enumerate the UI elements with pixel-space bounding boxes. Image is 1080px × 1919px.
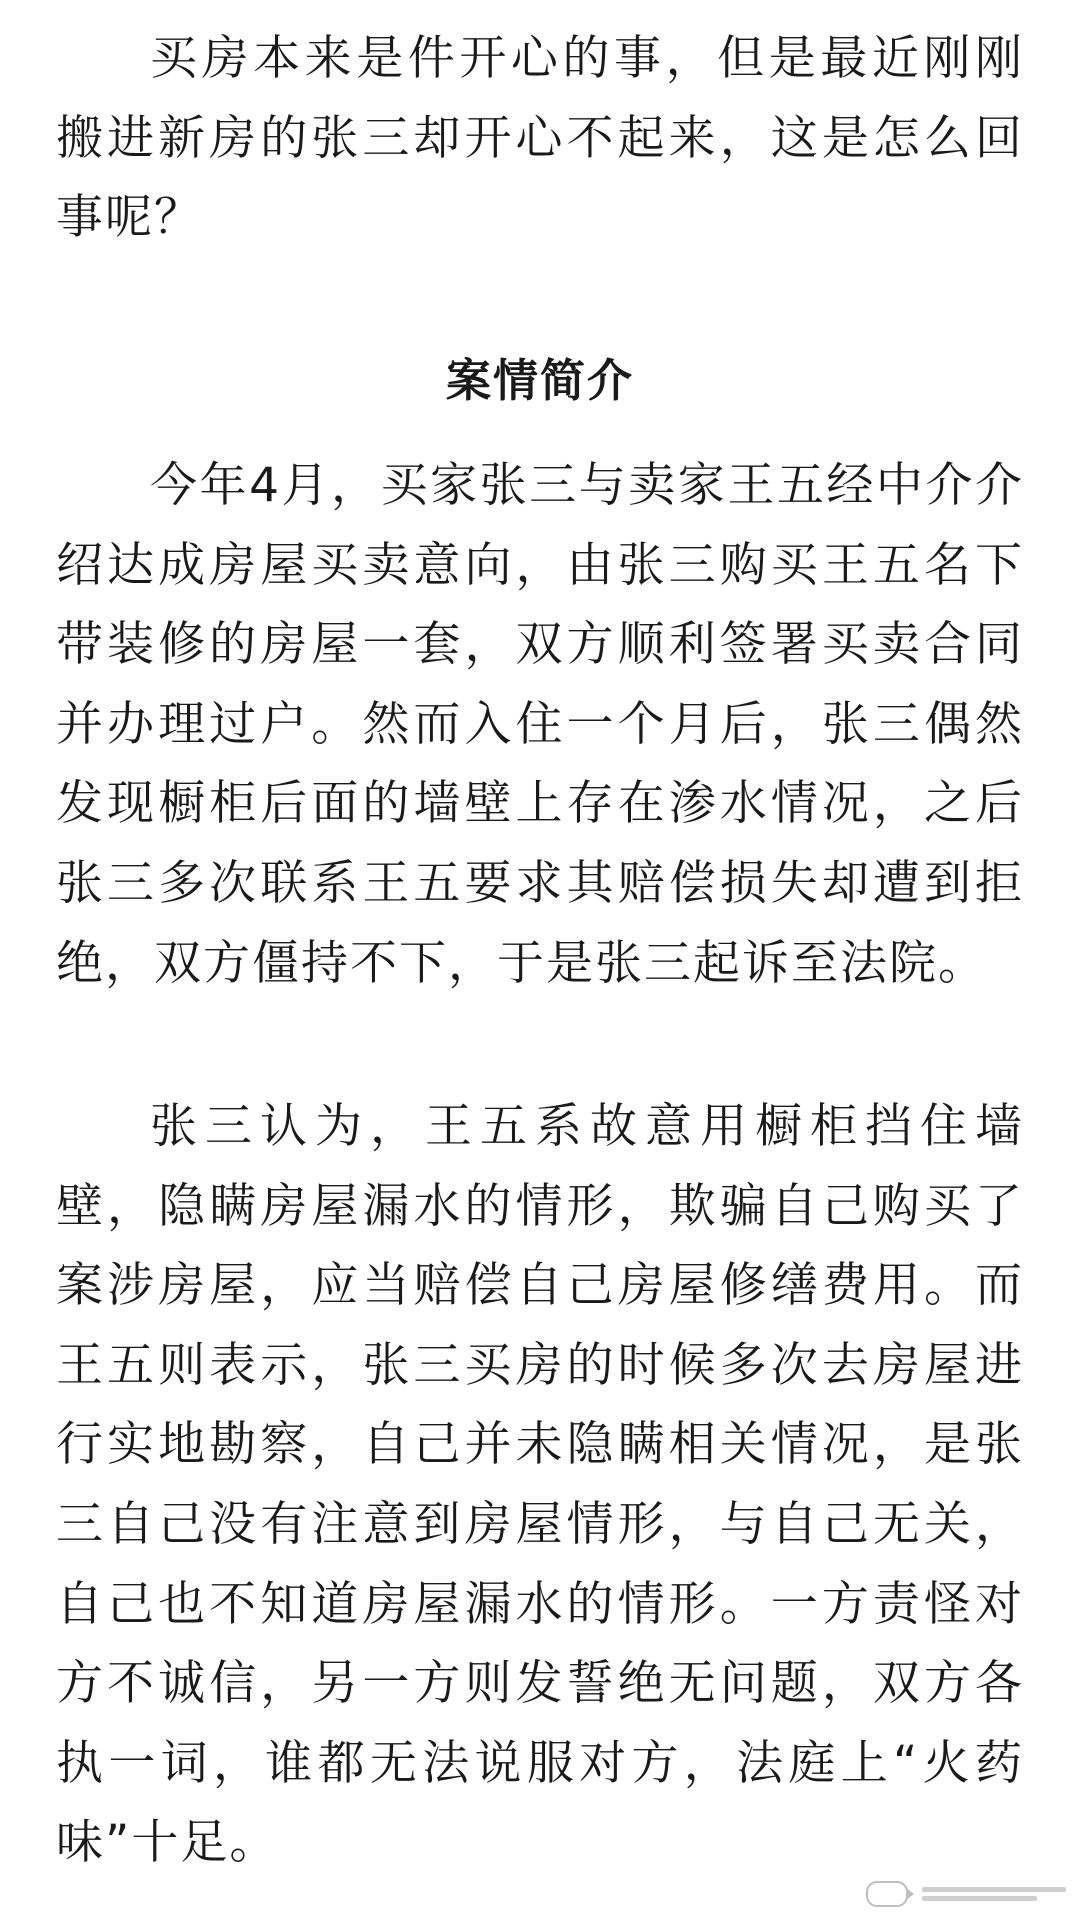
case-paragraph-1: 今年4月，买家张三与卖家王五经中介介绍达成房屋买卖意向，由张三购买王五名下带装修的房屋一套，双方顺利签署买卖合同并办理过户。然而入住一个月后，张三偶然发现橱柜后面的墙壁上存在渗水情况，之后张三多次联系王五要求其赔偿损失却遭到拒绝，双方僵持不下，于是张三起诉至法院。	[56, 458, 1024, 991]
play-logo-icon	[866, 1881, 908, 1907]
article	[56, 0, 1024, 1871]
watermark	[866, 1879, 1066, 1909]
case-paragraph-2: 张三认为，王五系故意用橱柜挡住墙壁，隐瞒房屋漏水的情形，欺骗自己购买了案涉房屋，应当赔偿自己房屋修缮费用。而王五则表示，张三买房的时候多次去房屋进行实地勘察，自己并未隐瞒相关情况，是张三自己没有注意到房屋情形，与自己无关，自己也不知道房屋漏水的情形。一方责怪对方不诚信，另一方则发誓绝无问题，双方各执一词，谁都无法说服对方，法庭上“火药味”十足。	[56, 1099, 1024, 1871]
intro-paragraph: 买房本来是件开心的事，但是最近刚刚搬进新房的张三却开心不起来，这是怎么回事呢？	[56, 31, 1024, 246]
watermark-text-lines	[922, 1887, 1066, 1901]
section-title: 案情简介	[445, 354, 634, 407]
